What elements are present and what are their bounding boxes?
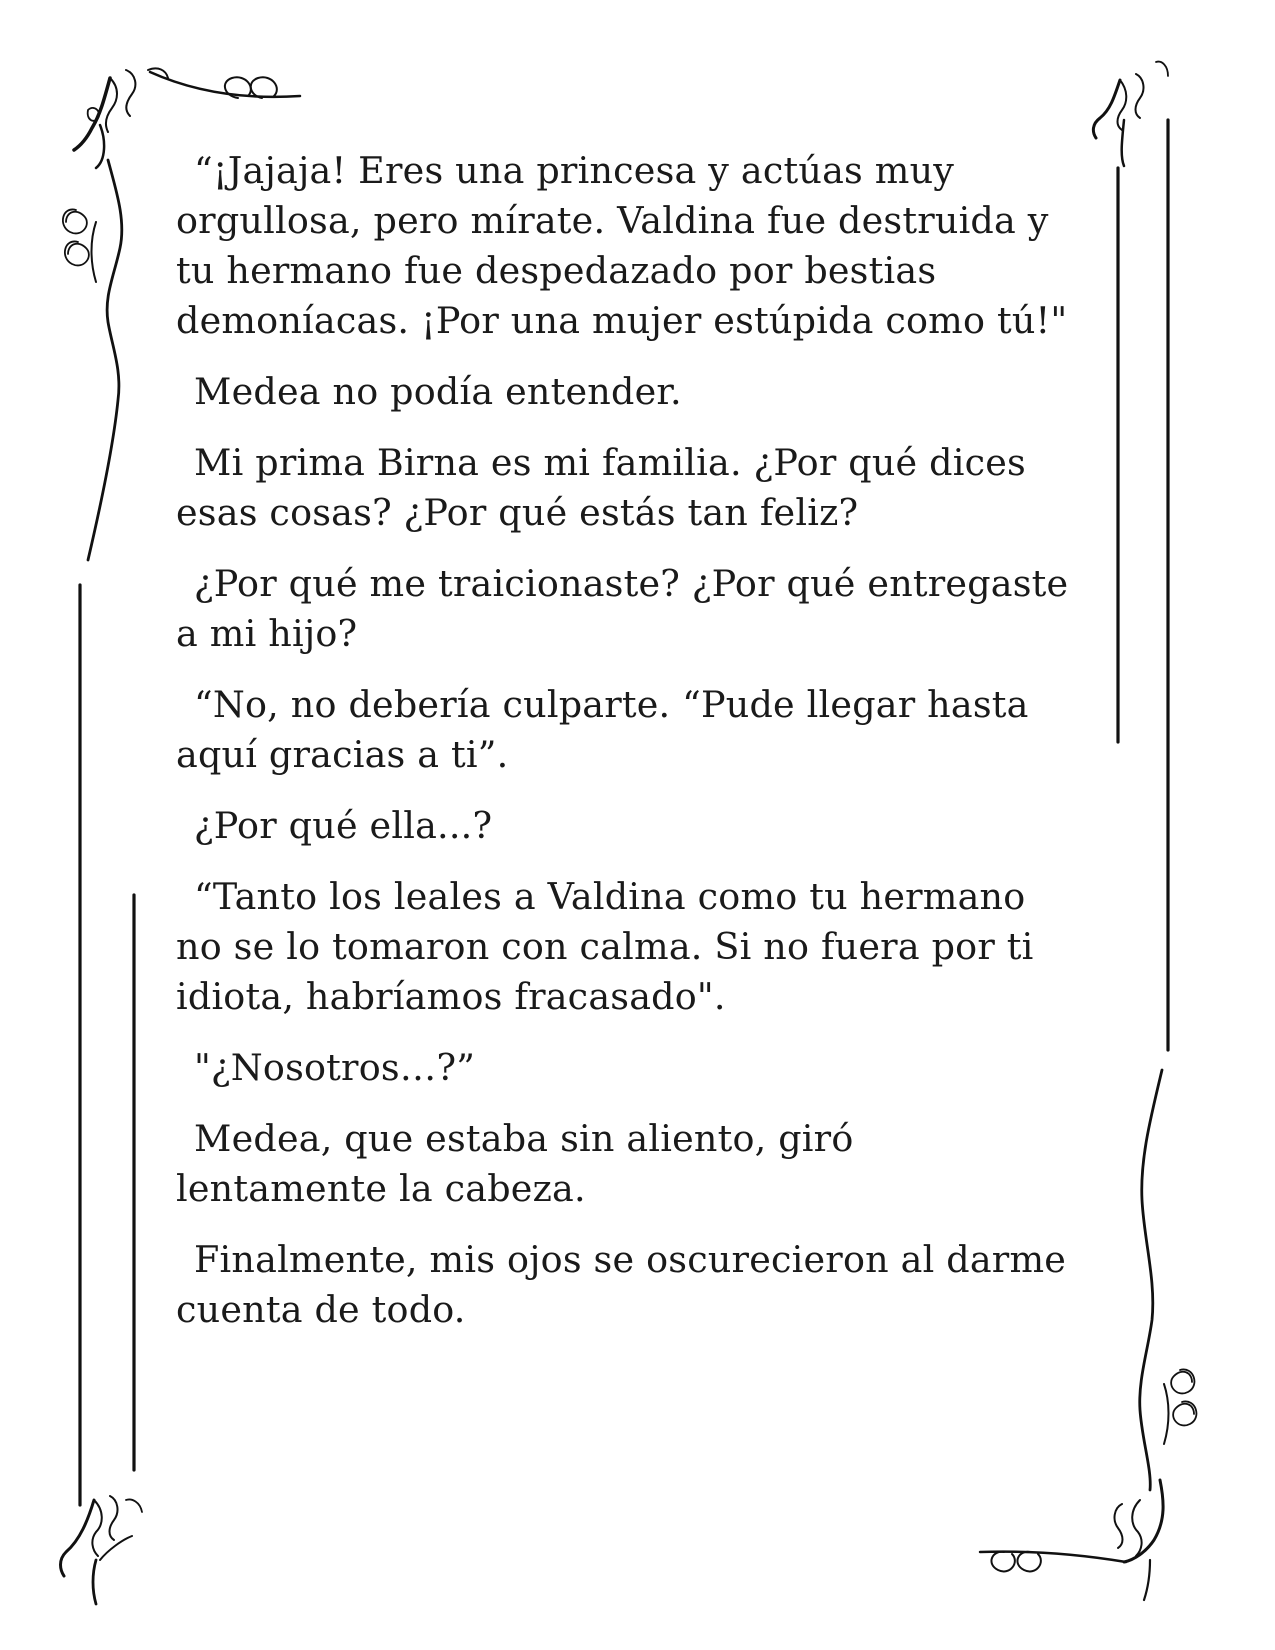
- text-line: Mi prima Birna es mi familia. ¿Por qué dices: [194, 441, 1026, 484]
- text-line: “¡Jajaja! Eres una princesa y actúas muy: [194, 149, 955, 192]
- top-right-flourish: [1093, 62, 1168, 166]
- text-line: Medea no podía entender.: [194, 370, 682, 413]
- text-line: orgullosa, pero mírate. Valdina fue destruida y: [176, 199, 1049, 242]
- text-line: tu hermano fue despedazado por bestias: [176, 249, 937, 292]
- paragraph: [176, 1235, 1096, 1335]
- paragraph: [176, 872, 1096, 1022]
- paragraph: [176, 367, 1096, 417]
- text-line: esas cosas? ¿Por qué estás tan feliz?: [176, 491, 859, 534]
- text-line: “No, no debería culparte. “Pude llegar hasta: [194, 683, 1029, 726]
- paragraph: [176, 1114, 1096, 1214]
- paragraph: [176, 801, 1096, 851]
- bottom-left-flourish: [61, 1496, 143, 1604]
- bottom-right-flourish: [980, 1480, 1163, 1600]
- story-text: [176, 146, 1096, 1356]
- text-line: "¿Nosotros…?”: [194, 1046, 476, 1089]
- left-curvy-rule: [63, 160, 122, 560]
- text-line: Medea, que estaba sin aliento, giró: [194, 1117, 854, 1160]
- text-line: no se lo tomaron con calma. Si no fuera por ti: [176, 925, 1034, 968]
- paragraph: [176, 438, 1096, 538]
- text-line: aquí gracias a ti”.: [176, 733, 509, 776]
- text-line: lentamente la cabeza.: [176, 1167, 586, 1210]
- text-line: ¿Por qué ella...?: [194, 804, 493, 847]
- text-line: cuenta de todo.: [176, 1288, 466, 1331]
- text-line: a mi hijo?: [176, 612, 358, 655]
- paragraph: [176, 680, 1096, 780]
- right-curvy-rule: [1140, 1070, 1197, 1490]
- paragraph: [176, 146, 1096, 346]
- paragraph: [176, 1043, 1096, 1093]
- text-line: ¿Por qué me traicionaste? ¿Por qué entregaste: [194, 562, 1069, 605]
- text-line: idiota, habríamos fracasado".: [176, 975, 726, 1018]
- text-line: “Tanto los leales a Valdina como tu hermano: [194, 875, 1026, 918]
- text-line: demoníacas. ¡Por una mujer estúpida como tú!": [176, 299, 1068, 342]
- text-line: Finalmente, mis ojos se oscurecieron al darme: [194, 1238, 1067, 1281]
- paragraph: [176, 559, 1096, 659]
